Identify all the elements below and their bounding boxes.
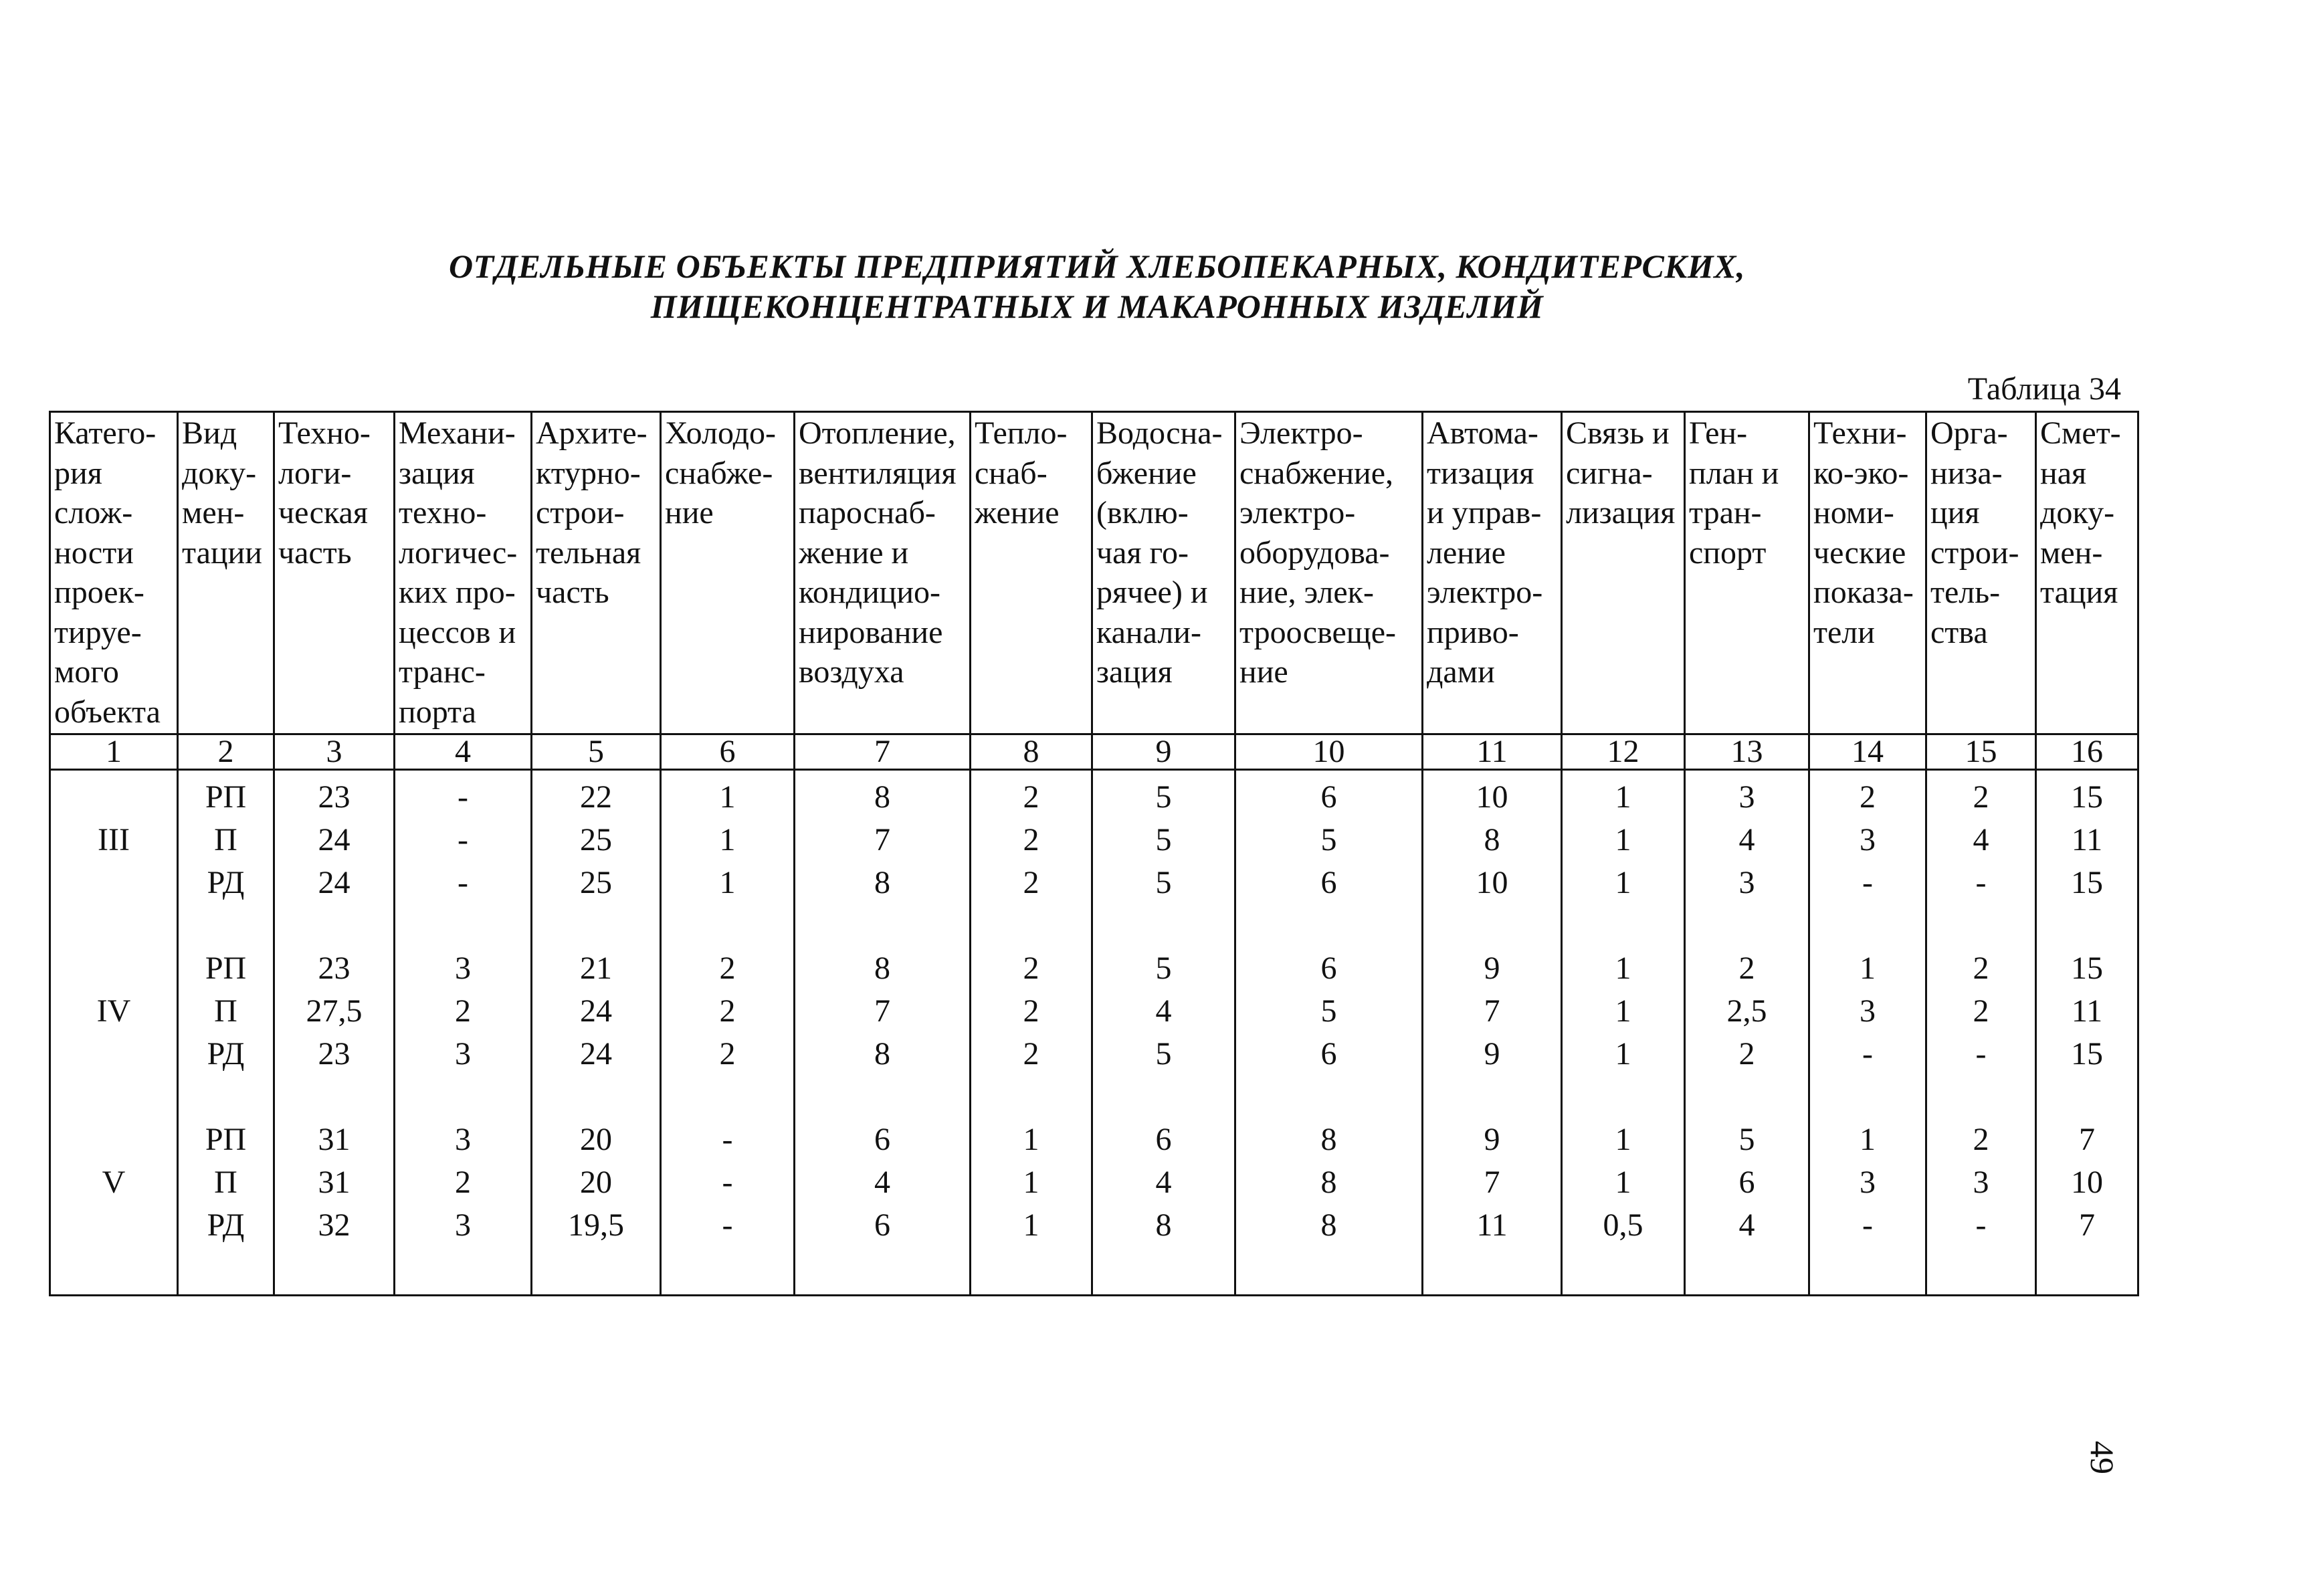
value-cell: 3 [1738, 779, 1755, 815]
value-cell: 9 [1484, 1122, 1500, 1157]
value-cell: 7 [1484, 993, 1500, 1029]
value-group [2037, 776, 2137, 947]
value-group [1423, 776, 1561, 947]
doc-type-cell: РП [205, 779, 247, 815]
value-cell: 10 [1476, 779, 1508, 815]
value-cell: 8 [1320, 1165, 1337, 1200]
header-cell: Холодо-снабже-ние [661, 412, 795, 734]
value-cell: 2,5 [1726, 993, 1767, 1029]
data-column [532, 770, 661, 1296]
data-column [1809, 770, 1926, 1296]
value-cell: 11 [2071, 993, 2103, 1029]
value-cell: 24 [318, 822, 351, 858]
value-cell: - [1975, 1036, 1987, 1072]
value-cell: 3 [1860, 1165, 1876, 1200]
value-cell: 8 [874, 865, 890, 900]
value-group [395, 1118, 530, 1290]
header-cell: Ген-план и тран-спорт [1685, 412, 1809, 734]
value-cell: 2 [1973, 1122, 1989, 1157]
value-cell: 20 [580, 1122, 612, 1157]
value-cell: 5 [1320, 993, 1337, 1029]
doc-type-cell: РД [207, 1207, 245, 1243]
value-cell: 3 [1860, 822, 1876, 858]
value-cell: 2 [1973, 993, 1989, 1029]
title-line-2: ПИЩЕКОНЦЕНТРАТНЫХ И МАКАРОННЫХ ИЗДЕЛИЙ [650, 288, 1544, 325]
data-column [1926, 770, 2036, 1296]
header-cell: Орга-низа-ция строи-тель-ства [1926, 412, 2036, 734]
value-cell: 4 [1973, 822, 1989, 858]
doc-type-cell: РП [205, 951, 247, 986]
spacer [51, 862, 177, 904]
value-cell: - [458, 822, 468, 858]
value-cell: 15 [2071, 779, 2103, 815]
doc-type-cell: РД [207, 1036, 245, 1072]
data-column [1235, 770, 1423, 1296]
value-cell: 6 [1320, 951, 1337, 986]
data-column [274, 770, 395, 1296]
category-column [50, 770, 178, 1296]
title-line-1: ОТДЕЛЬНЫЕ ОБЪЕКТЫ ПРЕДПРИЯТИЙ ХЛЕБОПЕКАРНЫХ, КОНДИТЕРСКИХ, [448, 247, 1746, 285]
data-column [1562, 770, 1685, 1296]
value-cell: 5 [1320, 822, 1337, 858]
value-cell: 6 [874, 1207, 890, 1243]
value-group [179, 947, 273, 1118]
value-group [1093, 776, 1234, 947]
value-cell: 31 [318, 1122, 351, 1157]
value-cell: - [1862, 1036, 1873, 1072]
header-cell: Водосна-бжение (вклю-чая го-рячее) и канали-зация [1092, 412, 1235, 734]
value-cell: 0,5 [1603, 1207, 1643, 1243]
category-group [51, 776, 177, 947]
value-group [1093, 947, 1234, 1118]
value-cell: 23 [318, 951, 351, 986]
page-number: 49 [2084, 1441, 2121, 1474]
value-group [795, 1118, 969, 1290]
value-group [275, 947, 393, 1118]
value-group [1563, 947, 1684, 1118]
doc-type-cell: РП [205, 1122, 247, 1157]
spacer [51, 776, 177, 819]
value-cell: 2 [1860, 779, 1876, 815]
header-cell: Техно-логи-ческая часть [274, 412, 395, 734]
value-cell: 24 [318, 865, 351, 900]
data-column [2036, 770, 2138, 1296]
value-cell: 31 [318, 1165, 351, 1200]
value-group [795, 776, 969, 947]
value-cell: 6 [874, 1122, 890, 1157]
value-cell: 11 [2071, 822, 2103, 858]
value-cell: 21 [580, 951, 612, 986]
column-number: 7 [795, 734, 971, 770]
value-cell: 2 [719, 993, 736, 1029]
value-group [1423, 947, 1561, 1118]
data-column [1092, 770, 1235, 1296]
value-cell: 9 [1484, 1036, 1500, 1072]
column-number: 5 [532, 734, 661, 770]
value-group [662, 947, 793, 1118]
column-number: 1 [50, 734, 178, 770]
column-number: 11 [1423, 734, 1562, 770]
value-cell: 8 [874, 951, 890, 986]
header-cell: Катего-рия слож-ности проек-тируе-мого объекта [50, 412, 178, 734]
value-cell: 3 [1973, 1165, 1989, 1200]
value-cell: 3 [455, 1122, 471, 1157]
header-row [50, 412, 2138, 734]
category-label: III [98, 822, 130, 858]
value-cell: 1 [1615, 779, 1631, 815]
value-cell: 7 [1484, 1165, 1500, 1200]
column-number: 12 [1562, 734, 1685, 770]
value-cell: 2 [719, 1036, 736, 1072]
value-cell: 1 [1615, 822, 1631, 858]
value-cell: 3 [1738, 865, 1755, 900]
value-cell: 4 [1155, 1165, 1172, 1200]
value-group [1563, 1118, 1684, 1290]
value-cell: 7 [2079, 1207, 2095, 1243]
value-group [179, 776, 273, 947]
column-number-row [50, 734, 2138, 770]
value-group [1927, 776, 2035, 947]
value-group [395, 776, 530, 947]
value-cell: 8 [874, 779, 890, 815]
value-cell: 23 [318, 779, 351, 815]
value-cell: 24 [580, 993, 612, 1029]
value-group [1093, 1118, 1234, 1290]
data-column [395, 770, 532, 1296]
value-cell: 8 [1484, 822, 1500, 858]
value-cell: 22 [580, 779, 612, 815]
data-column [1423, 770, 1562, 1296]
column-number: 9 [1092, 734, 1235, 770]
value-cell: 2 [1973, 951, 1989, 986]
value-cell: 7 [874, 993, 890, 1029]
value-cell: 1 [1023, 1122, 1039, 1157]
header-cell: Автома-тизация и управ-ление электро-приво-дами [1423, 412, 1562, 734]
header-cell: Механи-зация техно-логичес-ких про-цессов и транс-порта [395, 412, 532, 734]
value-cell: 2 [1023, 1036, 1039, 1072]
value-cell: 5 [1155, 865, 1172, 900]
value-group [1236, 1118, 1421, 1290]
value-group [1686, 776, 1808, 947]
value-cell: 6 [1738, 1165, 1755, 1200]
value-cell: 1 [719, 779, 736, 815]
value-cell: 2 [455, 993, 471, 1029]
value-cell: 10 [1476, 865, 1508, 900]
value-cell: 1 [1615, 951, 1631, 986]
value-group [971, 776, 1091, 947]
column-number: 2 [178, 734, 274, 770]
value-cell: 9 [1484, 951, 1500, 986]
category-label: IV [96, 993, 131, 1029]
value-cell: 23 [318, 1036, 351, 1072]
data-column [661, 770, 795, 1296]
value-cell: 5 [1738, 1122, 1755, 1157]
value-cell: - [722, 1165, 733, 1200]
value-cell: 8 [1320, 1207, 1337, 1243]
value-cell: 32 [318, 1207, 351, 1243]
value-cell: 1 [1860, 951, 1876, 986]
value-cell: 5 [1155, 779, 1172, 815]
value-cell: 19,5 [568, 1207, 624, 1243]
data-column [795, 770, 971, 1296]
value-group [1236, 947, 1421, 1118]
value-group [532, 776, 660, 947]
value-cell: 2 [719, 951, 736, 986]
value-cell: 1 [1615, 1036, 1631, 1072]
column-number: 8 [971, 734, 1092, 770]
doc-type-cell: П [214, 1165, 237, 1200]
value-cell: 6 [1320, 1036, 1337, 1072]
value-group [795, 947, 969, 1118]
header-cell: Техни-ко-эко-номи-ческие показа-тели [1809, 412, 1926, 734]
value-cell: 8 [1320, 1122, 1337, 1157]
value-group [1810, 1118, 1925, 1290]
table-number-label: Таблица 34 [1967, 371, 2121, 407]
doc-type-cell: П [214, 993, 237, 1029]
value-cell: 2 [1023, 822, 1039, 858]
value-cell: 10 [2071, 1165, 2103, 1200]
value-cell: 1 [1615, 865, 1631, 900]
doc-type-cell: П [214, 822, 237, 858]
value-cell: - [458, 779, 468, 815]
table-body-row [50, 770, 2138, 1296]
header-cell: Вид доку-мен-тации [178, 412, 274, 734]
value-cell: - [722, 1122, 733, 1157]
value-cell: - [458, 865, 468, 900]
header-cell: Электро-снабжение, электро-оборудова-ние, элек-троосвеще-ние [1235, 412, 1423, 734]
value-cell: 2 [1738, 951, 1755, 986]
document-title [0, 246, 2194, 326]
value-cell: 4 [1738, 822, 1755, 858]
header-cell: Отопление, вентиляция пароснаб-жение и кондицио-нирование воздуха [795, 412, 971, 734]
value-group [532, 947, 660, 1118]
value-group [1236, 776, 1421, 947]
value-group [1810, 947, 1925, 1118]
value-cell: 20 [580, 1165, 612, 1200]
value-group [1563, 776, 1684, 947]
value-group [179, 1118, 273, 1290]
value-cell: 1 [1023, 1207, 1039, 1243]
value-cell: 15 [2071, 865, 2103, 900]
value-cell: - [1975, 865, 1987, 900]
value-cell: 1 [1860, 1122, 1876, 1157]
value-cell: 3 [1860, 993, 1876, 1029]
value-cell: 6 [1155, 1122, 1172, 1157]
value-cell: 7 [874, 822, 890, 858]
value-cell: 3 [455, 951, 471, 986]
value-cell: 5 [1155, 951, 1172, 986]
value-cell: - [1862, 865, 1873, 900]
column-number: 3 [274, 734, 395, 770]
value-cell: 2 [455, 1165, 471, 1200]
value-group [662, 1118, 793, 1290]
value-cell: 6 [1320, 865, 1337, 900]
value-cell: 1 [719, 865, 736, 900]
value-cell: 1 [1615, 1122, 1631, 1157]
column-number: 4 [395, 734, 532, 770]
column-number: 14 [1809, 734, 1926, 770]
data-column [971, 770, 1092, 1296]
value-group [1423, 1118, 1561, 1290]
value-cell: 2 [1023, 993, 1039, 1029]
value-group [971, 947, 1091, 1118]
value-group [971, 1118, 1091, 1290]
category-label: V [102, 1165, 126, 1200]
value-cell: 4 [1738, 1207, 1755, 1243]
value-cell: 8 [874, 1036, 890, 1072]
category-group [51, 947, 177, 1118]
column-number: 10 [1235, 734, 1423, 770]
value-cell: - [1975, 1207, 1987, 1243]
value-group [532, 1118, 660, 1290]
value-cell: 5 [1155, 822, 1172, 858]
value-cell: - [722, 1207, 733, 1243]
value-cell: 15 [2071, 951, 2103, 986]
value-cell: 1 [1615, 1165, 1631, 1200]
value-group [1927, 1118, 2035, 1290]
value-cell: 11 [1476, 1207, 1508, 1243]
header-cell: Архите-ктурно-строи-тельная часть [532, 412, 661, 734]
value-cell: 4 [874, 1165, 890, 1200]
column-number: 6 [661, 734, 795, 770]
value-cell: 24 [580, 1036, 612, 1072]
value-cell: 3 [455, 1036, 471, 1072]
value-cell: 7 [2079, 1122, 2095, 1157]
column-number: 16 [2036, 734, 2138, 770]
value-group [662, 776, 793, 947]
doc-type-cell: РД [207, 865, 245, 900]
value-cell: - [1862, 1207, 1873, 1243]
data-column [178, 770, 274, 1296]
value-cell: 1 [719, 822, 736, 858]
spacer [51, 947, 177, 990]
value-cell: 4 [1155, 993, 1172, 1029]
spacer [51, 1033, 177, 1076]
value-cell: 5 [1155, 1036, 1172, 1072]
value-cell: 3 [455, 1207, 471, 1243]
header-cell: Связь и сигна-лизация [1562, 412, 1685, 734]
value-cell: 1 [1615, 993, 1631, 1029]
value-group [1927, 947, 2035, 1118]
spacer [51, 1204, 177, 1247]
header-cell: Смет-ная доку-мен-тация [2036, 412, 2138, 734]
spacer [51, 1118, 177, 1161]
value-group [1810, 776, 1925, 947]
value-cell: 6 [1320, 779, 1337, 815]
value-group [1686, 1118, 1808, 1290]
value-cell: 8 [1155, 1207, 1172, 1243]
value-group [395, 947, 530, 1118]
value-cell: 1 [1023, 1165, 1039, 1200]
column-number: 15 [1926, 734, 2036, 770]
value-cell: 2 [1023, 951, 1039, 986]
value-group [275, 1118, 393, 1290]
header-cell: Тепло-снаб-жение [971, 412, 1092, 734]
value-cell: 25 [580, 822, 612, 858]
value-group [2037, 1118, 2137, 1290]
value-cell: 2 [1023, 865, 1039, 900]
data-column [1685, 770, 1809, 1296]
column-number: 13 [1685, 734, 1809, 770]
data-table [49, 411, 2139, 1296]
value-cell: 2 [1738, 1036, 1755, 1072]
value-cell: 2 [1973, 779, 1989, 815]
value-cell: 15 [2071, 1036, 2103, 1072]
value-group [275, 776, 393, 947]
value-cell: 2 [1023, 779, 1039, 815]
value-group [1686, 947, 1808, 1118]
value-cell: 25 [580, 865, 612, 900]
category-group [51, 1118, 177, 1290]
value-cell: 27,5 [306, 993, 363, 1029]
value-group [2037, 947, 2137, 1118]
